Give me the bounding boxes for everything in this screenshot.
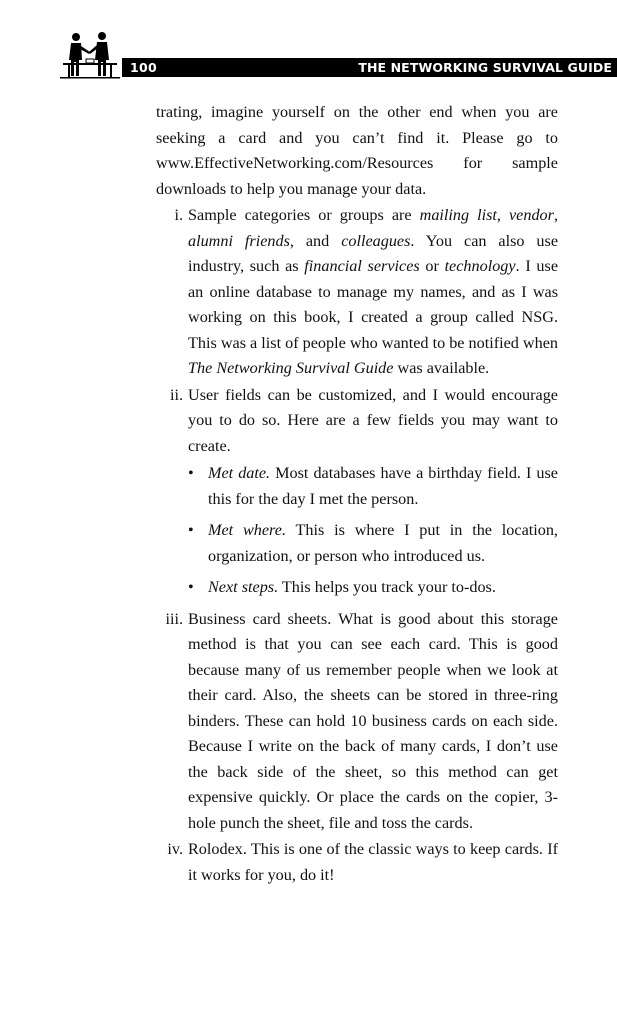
intro-paragraph: trating, imagine yourself on the other end when you are seeking a card and you can’t find it. Please go to www.EffectiveNetworking.com/Resources for sample downloads to help you manage your data. bbox=[156, 103, 558, 198]
list-item bbox=[156, 837, 558, 888]
roman-list bbox=[156, 203, 558, 888]
list-item-number: iv. bbox=[167, 840, 183, 858]
running-header bbox=[60, 30, 612, 80]
list-item-number: i. bbox=[174, 206, 183, 224]
bullet-icon: • bbox=[188, 578, 194, 596]
bullet-label: Next steps. bbox=[208, 578, 279, 596]
list-item bbox=[156, 607, 558, 837]
list-item-text: Sample categories or groups are mailing list, vendor, alumni friends, and colleagues. You can also use industry, such as financial services or technology. I use an online database to manage my names, and as I was working on this book, I created a group called NSG. This was a list of people who wanted to be notified when The Networking Survival Guide was available. bbox=[188, 206, 558, 377]
bullet-item bbox=[188, 461, 558, 512]
bullet-text: This helps you track your to-dos. bbox=[281, 578, 496, 596]
bullet-label: Met date. bbox=[208, 464, 271, 482]
bullet-icon: • bbox=[188, 464, 194, 482]
list-item bbox=[156, 383, 558, 601]
handshake-logo-icon bbox=[60, 30, 120, 80]
bullet-text: This is where I put in the location, organization, or person who introduced us. bbox=[208, 521, 558, 565]
bullet-icon: • bbox=[188, 521, 194, 539]
bullet-list bbox=[188, 461, 558, 601]
bullet-label: Met where. bbox=[208, 521, 286, 539]
list-item-number: iii. bbox=[165, 609, 183, 628]
page-body bbox=[156, 100, 558, 889]
bullet-text: Most databases have a birthday field. I use this for the day I met the person. bbox=[208, 464, 558, 508]
bullet-item bbox=[188, 575, 558, 601]
list-item-number: ii. bbox=[169, 385, 183, 404]
list-item-text: Rolodex. This is one of the classic ways to keep cards. If it works for you, do it! bbox=[188, 840, 558, 884]
page-number: 100 bbox=[130, 60, 157, 75]
list-item bbox=[156, 203, 558, 382]
list-item-text: User fields can be customized, and I would encourage you to do so. Here are a few fields you may want to create. bbox=[188, 385, 558, 455]
book-title: THE NETWORKING SURVIVAL GUIDE bbox=[358, 60, 612, 75]
bullet-item bbox=[188, 518, 558, 569]
list-item-text: Business card sheets. What is good about this storage method is that you can see each card. This is good because many of us remember people when we look at their card. Also, the sheets can be stored in three-ring binders. These can hold 10 business cards on each side. Because I write on the back of many cards, I don’t use the back side of the sheet, so this method can get expensive quickly. Or place the cards on the copier, 3-hole punch the sheet, file and toss the cards. bbox=[188, 609, 558, 832]
header-bar bbox=[122, 58, 617, 77]
